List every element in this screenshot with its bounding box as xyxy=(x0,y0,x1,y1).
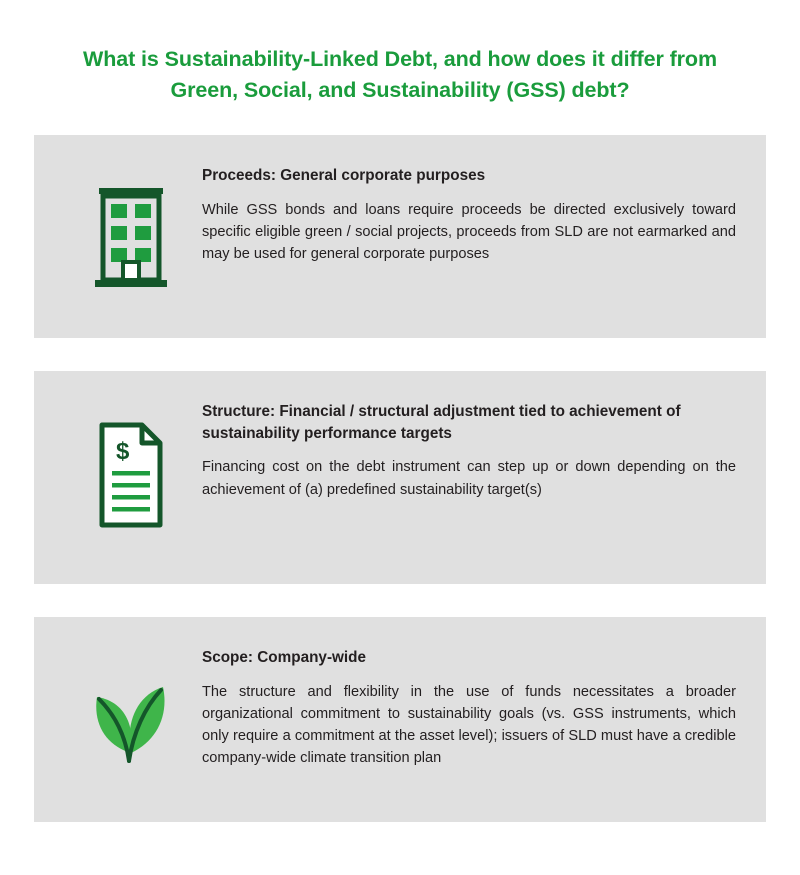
office-building-icon xyxy=(91,174,171,299)
card-icon-container xyxy=(60,174,202,299)
card-text-container xyxy=(202,397,736,501)
card-body: Financing cost on the debt instrument can step up or down depending on the achievement of (a) predefined sustainability target(s) xyxy=(202,459,736,498)
leaf-sprout-icon xyxy=(79,657,183,782)
dollar-document-icon xyxy=(92,417,170,538)
card-icon-container xyxy=(60,417,202,538)
svg-text:$: $ xyxy=(116,438,130,466)
page-title: What is Sustainability-Linked Debt, and how does it differ from Green, Social, and Sustainability (GSS) debt? xyxy=(83,47,717,102)
card-proceeds xyxy=(34,135,766,338)
card-text-container xyxy=(202,643,736,769)
card-scope xyxy=(34,617,766,822)
card-body: The structure and flexibility in the use of funds necessitates a broader organizational commitment to sustainability goals (vs. GSS instruments, which only require a commitment at the asset level); issuers of SLD must have a credible company-wide climate transition plan xyxy=(202,683,736,767)
card-structure xyxy=(34,371,766,584)
card-heading: Proceeds: General corporate purposes xyxy=(202,167,486,185)
card-text-container xyxy=(202,161,736,265)
card-icon-container xyxy=(60,657,202,782)
card-body: While GSS bonds and loans require proceeds be directed exclusively toward specific eligible green / social projects, proceeds from SLD are not earmarked and may be used for general corporate purposes xyxy=(202,201,736,263)
card-heading: Scope: Company-wide xyxy=(202,649,367,667)
card-heading: Structure: Financial / structural adjustment tied to achievement of sustainability performance targets xyxy=(202,403,681,442)
card-list xyxy=(0,135,800,822)
